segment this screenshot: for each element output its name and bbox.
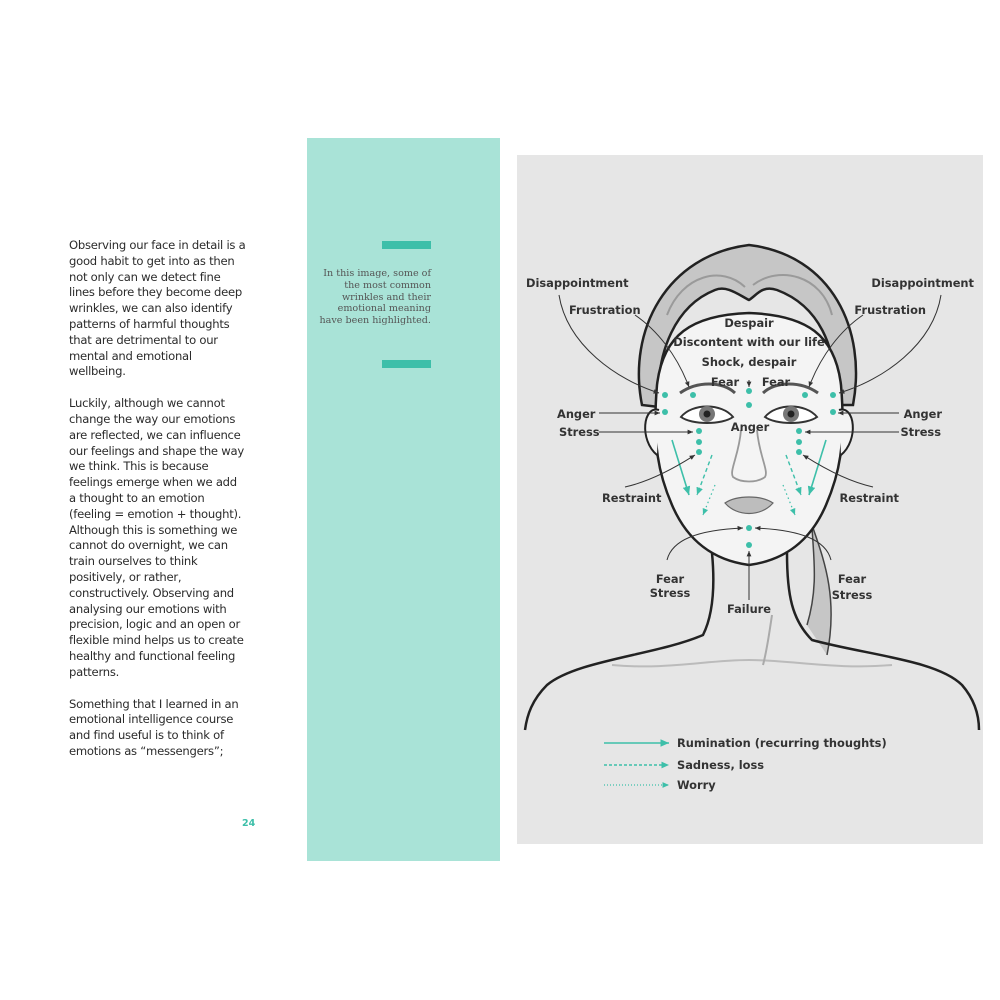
paragraph-3: Something that I learned in an emotional intelligence course and find useful is to think of emotions as “messengers”; <box>69 696 239 758</box>
label-shock: Shock, despair <box>701 355 797 369</box>
label-frustration-right: Frustration <box>854 303 926 317</box>
paragraph-1: Observing our face in detail is a good habit to get into as then not only can we detect fine lines before they become deep wrinkles, we can also identify patterns of harmful thoughts that are detrimental to our mental and emotional wellbeing. <box>69 238 246 379</box>
body-text <box>69 238 247 776</box>
label-fear-left: Fear <box>710 375 740 389</box>
label-stress-chin-left: Stress <box>649 586 691 600</box>
face-illustration <box>517 155 983 844</box>
label-despair: Despair <box>724 316 774 330</box>
caption-top-bar <box>382 241 431 249</box>
label-disappointment-left: Disappointment <box>526 276 629 290</box>
caption-bottom-bar <box>382 360 431 368</box>
label-anger-center: Anger <box>730 420 770 434</box>
label-fear-chin-left: Fear <box>655 572 685 586</box>
label-failure: Failure <box>726 602 772 616</box>
label-anger-right: Anger <box>903 407 942 421</box>
neck-shoulders <box>525 553 979 730</box>
label-fear-chin-right: Fear <box>837 572 867 586</box>
paragraph-2: Luckily, although we cannot change the way our emotions are reflected, we can influence our feelings and shape the way we think. This is because feelings emerge when we add a thought to an emotion (feeling = emotion + thought). Although this is something we cannot do overnight, we can train ourselves to think positively, or rather, constructively. Observing and analysing our emotions with precision, logic and an open or flexible mind helps us to create healthy and functional feeling patterns. <box>69 396 244 679</box>
label-restraint-right: Restraint <box>839 491 899 505</box>
legend-rumination: Rumination (recurring thoughts) <box>677 736 887 750</box>
page-number: 24 <box>242 818 256 829</box>
label-stress-right: Stress <box>900 425 941 439</box>
label-discontent: Discontent with our life <box>673 335 825 349</box>
legend-sadness: Sadness, loss <box>677 758 765 772</box>
label-frustration-left: Frustration <box>569 303 641 317</box>
label-restraint-left: Restraint <box>602 491 662 505</box>
legend-worry: Worry <box>677 778 716 792</box>
label-disappointment-right: Disappointment <box>871 276 974 290</box>
legend <box>604 736 887 792</box>
figure-caption: In this image, some of the most common wrinkles and their emotional meaning have been highlighted. <box>319 268 431 327</box>
label-stress-left: Stress <box>559 425 600 439</box>
label-fear-right: Fear <box>761 375 791 389</box>
face-wrinkle-figure <box>517 155 983 844</box>
label-anger-left: Anger <box>557 407 596 421</box>
caption-sidebar <box>307 138 500 861</box>
label-stress-chin-right: Stress <box>831 588 873 602</box>
